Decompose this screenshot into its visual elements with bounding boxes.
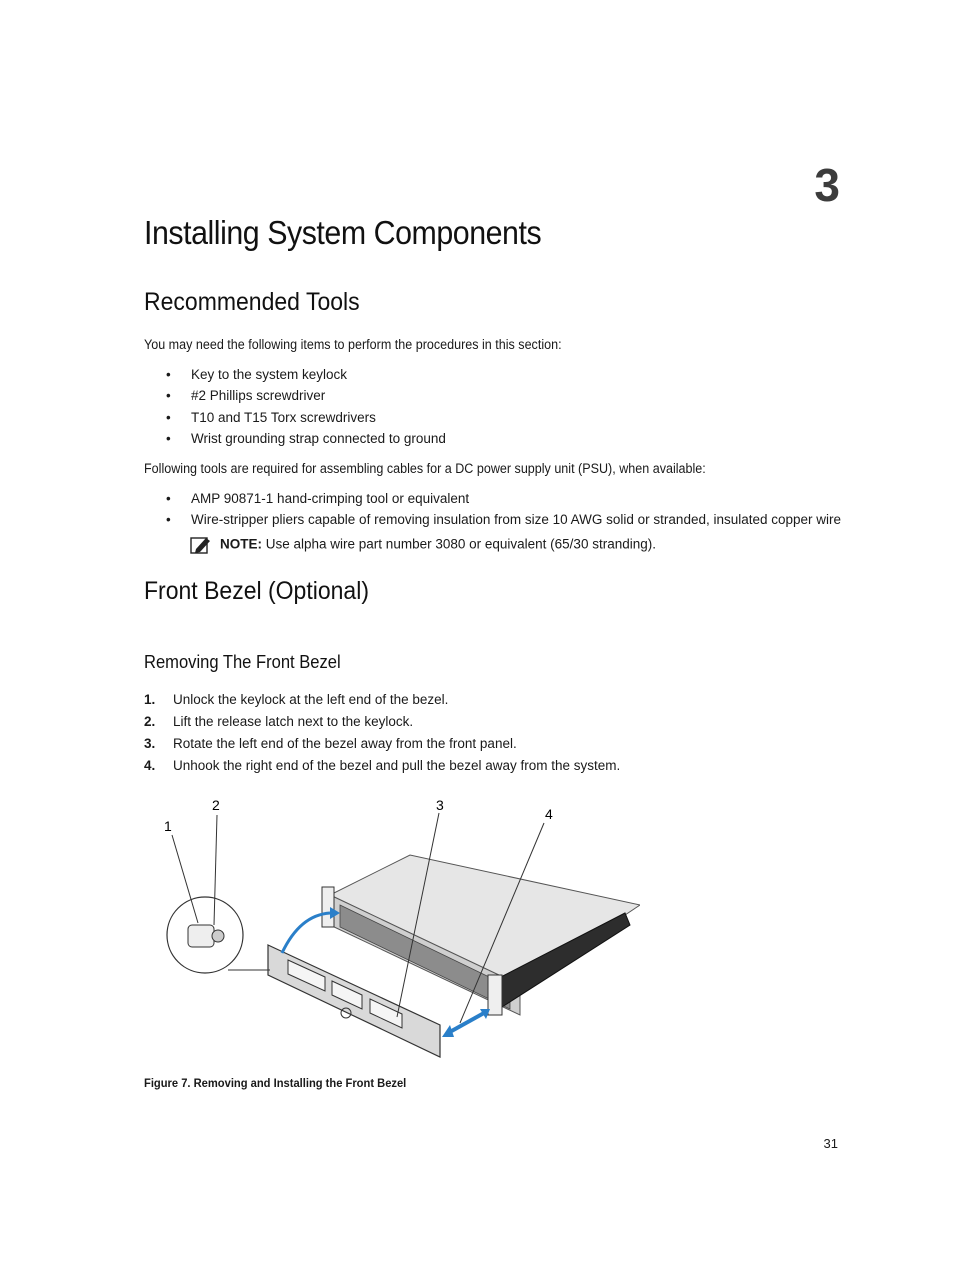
tools-intro: You may need the following items to perform the procedures in this section:	[144, 337, 562, 352]
callout-1: 1	[164, 818, 172, 834]
chapter-title: Installing System Components	[144, 214, 542, 251]
note-label: NOTE:	[220, 536, 262, 552]
key-icon	[188, 925, 214, 947]
list-item: • Wire-stripper pliers capable of removing insulation from size 10 AWG solid or stranded, insulated copper wire	[166, 512, 842, 527]
callout-3: 3	[436, 797, 444, 813]
callout-2: 2	[212, 797, 220, 813]
page-number: 31	[823, 1136, 838, 1151]
list-item: • AMP 90871-1 hand-crimping tool or equivalent	[166, 491, 470, 506]
figure-caption: Figure 7. Removing and Installing the Front Bezel	[144, 1076, 407, 1090]
dc-tools-intro: Following tools are required for assembling cables for a DC power supply unit (PSU), when available:	[144, 461, 706, 476]
chassis-ear-left	[322, 887, 334, 927]
list-item: • #2 Phillips screwdriver	[166, 388, 326, 403]
step-item: 3. Rotate the left end of the bezel away from the front panel.	[144, 736, 517, 751]
pull-arrow	[448, 1013, 484, 1033]
bezel-figure	[150, 795, 640, 1065]
step-item: 1. Unlock the keylock at the left end of the bezel.	[144, 692, 449, 707]
step-item: 4. Unhook the right end of the bezel and pull the bezel away from the system.	[144, 758, 621, 773]
list-item: • Wrist grounding strap connected to ground	[166, 431, 446, 446]
section-heading-front-bezel: Front Bezel (Optional)	[144, 577, 369, 605]
callout-4: 4	[545, 806, 553, 822]
note-text: Use alpha wire part number 3080 or equivalent (65/30 stranding).	[262, 536, 656, 552]
pencil-note-icon	[190, 536, 212, 554]
step-item: 2. Lift the release latch next to the keylock.	[144, 714, 414, 729]
list-item: • T10 and T15 Torx screwdrivers	[166, 410, 376, 425]
subsection-heading-removing-bezel: Removing The Front Bezel	[144, 652, 341, 672]
note	[190, 536, 656, 554]
list-item: • Key to the system keylock	[166, 367, 348, 382]
chapter-number: 3	[814, 159, 840, 211]
rail-ear	[488, 975, 502, 1015]
section-heading-recommended-tools: Recommended Tools	[144, 288, 360, 316]
keylock-cylinder	[212, 930, 224, 942]
